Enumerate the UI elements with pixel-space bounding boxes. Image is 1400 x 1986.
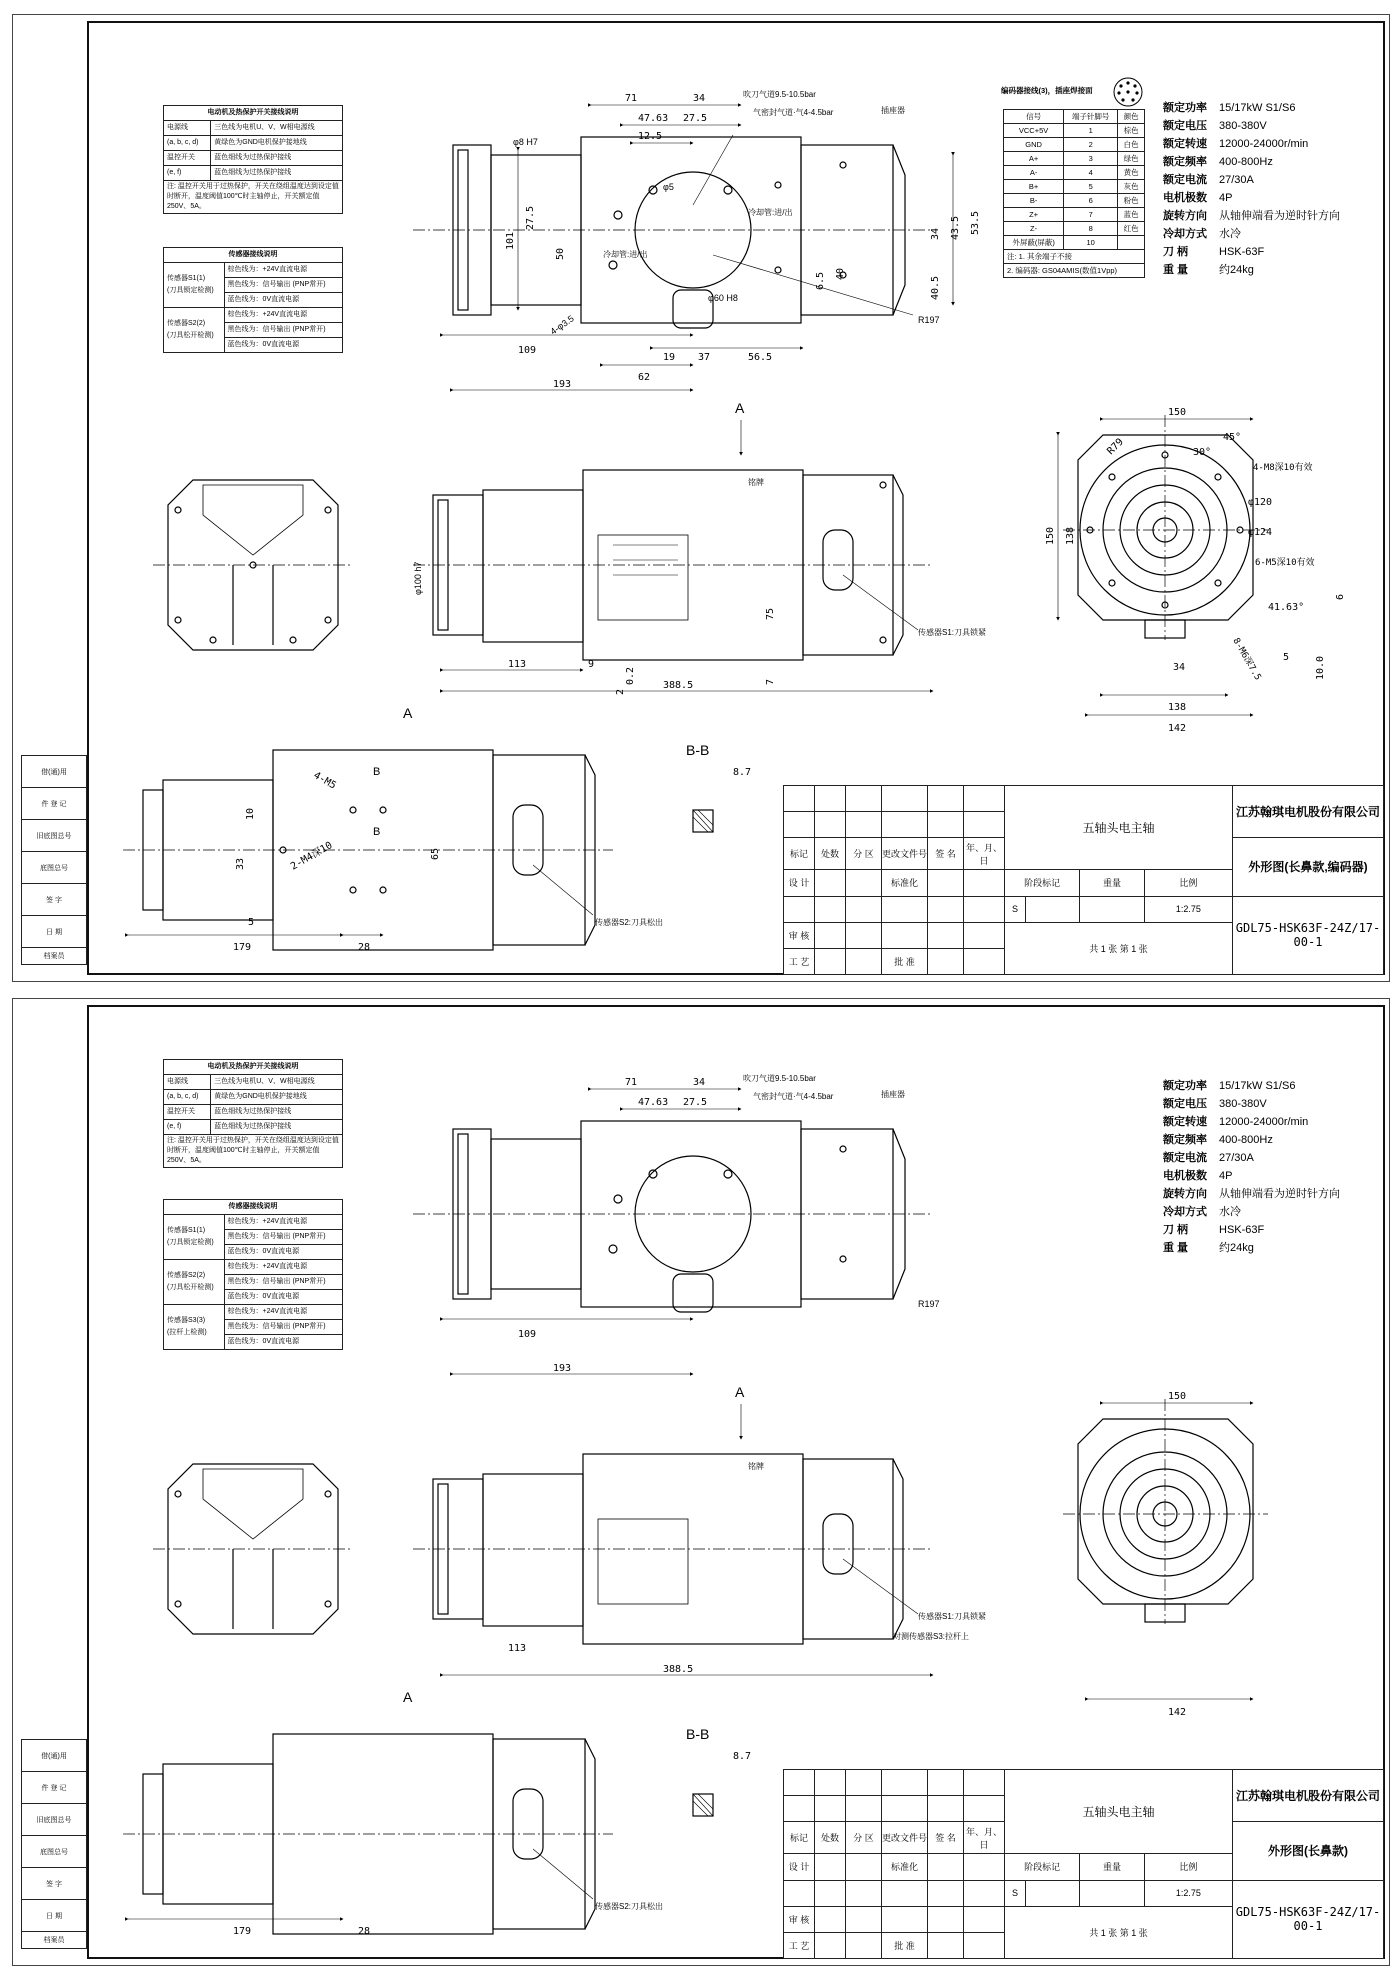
dims-end-3: R79 bbox=[1105, 436, 1126, 458]
wiring-table bbox=[163, 105, 343, 214]
dims-end-11: 138 bbox=[1065, 526, 1076, 545]
title_block-standard: 标准化 bbox=[882, 1854, 928, 1880]
title_block-heads-0: 标记 bbox=[784, 1822, 815, 1854]
sensor_table_2-groups-2-name: 传感器S3(3) bbox=[167, 1317, 206, 1324]
dims-end-17: 142 bbox=[1168, 723, 1187, 734]
archive-side-table bbox=[21, 1739, 87, 1949]
encoder-headers-1: 端子针脚号 bbox=[1064, 110, 1118, 124]
dims-end-6: φ124 bbox=[1248, 527, 1273, 538]
labels-blow_air: 吹刀气道9.5-10.5bar bbox=[743, 90, 816, 99]
encoder-rows-4-1: 5 bbox=[1064, 180, 1118, 194]
dims-front-1: 9 bbox=[588, 659, 595, 670]
dims-end-16: 138 bbox=[1168, 702, 1187, 713]
title_block-approve: 批 准 bbox=[882, 1932, 928, 1958]
sensor_table_2-groups-0-name: 传感器S1(1) bbox=[167, 1227, 206, 1234]
encoder-notes-1: 2. 编码器: GS04AMIS(数值1Vpp) bbox=[1004, 264, 1145, 278]
dims-front-6: 0.2 bbox=[625, 666, 636, 685]
specs-5-k: 电机极数 bbox=[1163, 1170, 1207, 1182]
dims-bottom-8: 8.7 bbox=[733, 767, 752, 778]
title_block-stage: 阶段标记 bbox=[1005, 1854, 1080, 1880]
dims-front-5: 2 bbox=[615, 688, 626, 695]
title_block-process: 工 艺 bbox=[784, 948, 815, 974]
title_block-scale: 1:2.75 bbox=[1144, 1880, 1232, 1906]
sensor_table_1-groups-1-lines-1: 黑色线为：信号输出 (PNP常开) bbox=[224, 323, 342, 338]
dims-top-18: 40 bbox=[835, 267, 846, 280]
sensor_table_2-groups-2-lines-1: 黑色线为：信号输出 (PNP常开) bbox=[224, 1320, 342, 1335]
title_block-process: 工 艺 bbox=[784, 1932, 815, 1958]
labels-nameplate: 铭牌 bbox=[748, 478, 764, 487]
title_block-heads-0: 标记 bbox=[784, 838, 815, 870]
dims-top-11: 37 bbox=[698, 352, 711, 363]
specs-1-v: 380-380V bbox=[1219, 120, 1267, 132]
labels-hole_4phi35: 4-φ3.5 bbox=[548, 313, 576, 337]
drawing-sheet-1 bbox=[12, 14, 1390, 982]
wiring_table-rows-3-k: (e, f) bbox=[164, 166, 211, 181]
specs-8-k: 刀 柄 bbox=[1163, 246, 1189, 258]
dims-top-8: 109 bbox=[518, 345, 537, 356]
specs-5-v: 4P bbox=[1219, 192, 1233, 204]
title_block-heads-4: 签 名 bbox=[928, 1822, 964, 1854]
dims-top-13: 62 bbox=[638, 372, 651, 383]
title_block-heads-1: 处数 bbox=[815, 1822, 846, 1854]
dims-top-6: 27.5 bbox=[525, 205, 536, 230]
specs-9-k: 重 量 bbox=[1163, 1242, 1189, 1254]
specs-9-k: 重 量 bbox=[1163, 264, 1189, 276]
title_block-company: 江苏翰琪电机股份有限公司 bbox=[1233, 1770, 1384, 1822]
dims-top-2: 47.63 bbox=[638, 113, 669, 124]
wiring_table-note: 注: 温控开关用于过热保护，开关在绕组温度达到设定值时断开，温度阈值100℃时主轴停止，开关额定值250V、5A。 bbox=[164, 181, 343, 214]
title_block-code: GDL75-HSK63F-24Z/17-00-1 bbox=[1233, 1880, 1384, 1958]
dims-front-2: 388.5 bbox=[663, 1664, 694, 1675]
title_block-standard: 标准化 bbox=[882, 870, 928, 896]
specs-6-v: 从轴伸端看为逆时针方向 bbox=[1219, 210, 1340, 222]
specs-4-v: 27/30A bbox=[1219, 1152, 1254, 1164]
title_block-weight: 重量 bbox=[1080, 870, 1144, 896]
specs-5-v: 4P bbox=[1219, 1170, 1233, 1182]
specs-1-k: 额定电压 bbox=[1163, 1098, 1207, 1110]
dims-bottom-5: 5 bbox=[248, 917, 255, 928]
encoder-rows-3-2: 黄色 bbox=[1118, 166, 1145, 180]
specs-0-k: 额定功率 bbox=[1163, 102, 1207, 114]
title_block-drawing_2: 外形图(长鼻款) bbox=[1233, 1822, 1384, 1880]
side_table-1: 件 登 记 bbox=[22, 1772, 87, 1804]
title-block bbox=[783, 1769, 1384, 1959]
dims-top-3: 27.5 bbox=[683, 113, 708, 124]
sensor_table_2-groups-2-sub: (拉杆上检测) bbox=[167, 1329, 207, 1336]
encoder-rows-6-2: 蓝色 bbox=[1118, 208, 1145, 222]
specs-1-v: 380-380V bbox=[1219, 1098, 1267, 1110]
specs-2-v: 12000-24000r/min bbox=[1219, 138, 1309, 150]
wiring_table-rows-3-k: (e, f) bbox=[164, 1120, 211, 1135]
drawing-sheet-2 bbox=[12, 998, 1390, 1966]
encoder-rows-7-1: 8 bbox=[1064, 222, 1118, 236]
title_block-heads-5: 年、月、日 bbox=[964, 838, 1005, 870]
labels-sensor_s2: 传感器S2:刀具松出 bbox=[595, 1902, 664, 1911]
encoder-rows-8-2 bbox=[1118, 236, 1145, 250]
specs-4-k: 额定电流 bbox=[1163, 1152, 1207, 1164]
specs-8-v: HSK-63F bbox=[1219, 1224, 1265, 1236]
dims-end-7: 6-M5深10有效 bbox=[1255, 558, 1315, 568]
title_block-scale_h: 比例 bbox=[1144, 870, 1232, 896]
dims-top-9: 193 bbox=[553, 379, 572, 390]
dims-top-9: 193 bbox=[553, 1363, 572, 1374]
specs-9-v: 约24kg bbox=[1219, 264, 1254, 276]
dims-top-17: 6.5 bbox=[815, 271, 826, 290]
title_block-sheets: 共 1 张 第 1 张 bbox=[1005, 922, 1233, 974]
encoder-headers-2: 颜色 bbox=[1118, 110, 1145, 124]
encoder-rows-8-1: 10 bbox=[1064, 236, 1118, 250]
encoder-rows-6-1: 7 bbox=[1064, 208, 1118, 222]
title_block-sheets: 共 1 张 第 1 张 bbox=[1005, 1906, 1233, 1958]
wiring_table-rows-2-k: 温控开关 bbox=[164, 1105, 211, 1120]
encoder-rows-1-0: GND bbox=[1004, 138, 1064, 152]
side_table-0: 借(通)用 bbox=[22, 1740, 87, 1772]
sensor_table_1-groups-1-name: 传感器S2(2) bbox=[167, 320, 206, 327]
labels-view_a_top: A bbox=[735, 400, 745, 416]
encoder-rows-2-0: A+ bbox=[1004, 152, 1064, 166]
labels-section_bb: B-B bbox=[686, 1726, 710, 1742]
dims-top-12: 56.5 bbox=[748, 352, 773, 363]
encoder-title: 编码器接线(3)，插座焊接面 bbox=[1001, 86, 1093, 95]
specs-4-k: 额定电流 bbox=[1163, 174, 1207, 186]
dims-end-4: 4-M8深10有效 bbox=[1253, 463, 1313, 473]
side_table-6: 档案员 bbox=[22, 948, 87, 965]
title_block-heads-3: 更改文件号 bbox=[882, 838, 928, 870]
title_block-heads-5: 年、月、日 bbox=[964, 1822, 1005, 1854]
dims-top-15: 43.5 bbox=[950, 215, 961, 240]
wiring_table-rows-0-v: 三色线为电机U、V、W相电源线 bbox=[211, 1075, 343, 1090]
sensor_table_2-groups-1-lines-2: 蓝色线为：0V直流电源 bbox=[224, 1290, 342, 1305]
spec-list bbox=[1163, 1077, 1340, 1257]
labels-seal_air: 气密封气道·气4-4.5bar bbox=[753, 108, 834, 117]
title_block-heads-1: 处数 bbox=[815, 838, 846, 870]
sensor_table_1-groups-1-lines-2: 蓝色线为：0V直流电源 bbox=[224, 338, 342, 353]
dims-bottom-4: 65 bbox=[430, 847, 441, 860]
title_block-scale_h: 比例 bbox=[1144, 1854, 1232, 1880]
specs-6-v: 从轴伸端看为逆时针方向 bbox=[1219, 1188, 1340, 1200]
title_block-review: 审 核 bbox=[784, 922, 815, 948]
title_block-heads-2: 分 区 bbox=[846, 838, 882, 870]
encoder-table bbox=[1003, 109, 1145, 278]
dims-end-12: 34 bbox=[1173, 662, 1186, 673]
labels-r197: R197 bbox=[918, 315, 940, 325]
wiring_table-rows-0-k: 电源线 bbox=[164, 121, 211, 136]
specs-3-v: 400-800Hz bbox=[1219, 1134, 1273, 1146]
dims-bottom-1: 10 bbox=[245, 807, 256, 820]
labels-view_a_top: A bbox=[735, 1384, 745, 1400]
encoder-rows-8-0: 外屏蔽(屏蔽) bbox=[1004, 236, 1064, 250]
sensor_table_2-groups-1-lines-1: 黑色线为：信号输出 (PNP常开) bbox=[224, 1275, 342, 1290]
sensor_table_2-groups-0-lines-1: 黑色线为：信号输出 (PNP常开) bbox=[224, 1230, 342, 1245]
encoder-rows-0-2: 棕色 bbox=[1118, 124, 1145, 138]
labels-phi100: φ100 h7 bbox=[413, 561, 423, 595]
labels-r197: R197 bbox=[918, 1299, 940, 1309]
title_block-weight: 重量 bbox=[1080, 1854, 1144, 1880]
dims-top-1: 34 bbox=[693, 93, 706, 104]
dims-end-8: 41.63° bbox=[1268, 602, 1305, 613]
side_table-4: 签 字 bbox=[22, 1868, 87, 1900]
archive-side-table bbox=[21, 755, 87, 965]
dims-top-4: 12.5 bbox=[638, 131, 663, 142]
title_block-review: 审 核 bbox=[784, 1906, 815, 1932]
sensor_table_1-groups-1-sub: (刀具松开检测) bbox=[167, 332, 214, 339]
wiring_table-rows-3-v: 蓝色细线为过热保护接线 bbox=[211, 166, 343, 181]
dims-top-3: 27.5 bbox=[683, 1097, 708, 1108]
dims-front-3: 75 bbox=[765, 607, 776, 620]
dims-front-0: 113 bbox=[508, 659, 527, 670]
dims-top-5: 101 bbox=[505, 231, 516, 250]
sensor_table_2-groups-2-lines-0: 棕色线为：+24V直流电源 bbox=[224, 1305, 342, 1320]
title_block-product: 五轴头电主轴 bbox=[1005, 1770, 1233, 1854]
dims-top-8: 109 bbox=[518, 1329, 537, 1340]
dims-top-0: 71 bbox=[625, 1077, 638, 1088]
side_table-6: 档案员 bbox=[22, 1932, 87, 1949]
dims-top-14: 34 bbox=[930, 227, 941, 240]
sensor-table bbox=[163, 1199, 343, 1350]
labels-phi5: φ5 bbox=[663, 182, 674, 192]
wiring_table-rows-1-v: 黄绿色为GND电机保护接地线 bbox=[211, 1090, 343, 1105]
side_table-3: 底图总号 bbox=[22, 1836, 87, 1868]
sensor_table_1-title: 传感器接线说明 bbox=[164, 248, 343, 263]
wiring_table-rows-0-v: 三色线为电机U、V、W相电源线 bbox=[211, 121, 343, 136]
spec-list bbox=[1163, 99, 1340, 279]
encoder-headers-0: 信号 bbox=[1004, 110, 1064, 124]
specs-0-v: 15/17kW S1/S6 bbox=[1219, 1080, 1296, 1092]
title_block-drawing_1: 外形图(长鼻款,编码器) bbox=[1233, 838, 1384, 896]
sensor_table_1-groups-0-lines-2: 蓝色线为：0V直流电源 bbox=[224, 293, 342, 308]
title_block-product: 五轴头电主轴 bbox=[1005, 786, 1233, 870]
specs-1-k: 额定电压 bbox=[1163, 120, 1207, 132]
sensor_table_1-groups-0-sub: (刀具锁定检测) bbox=[167, 287, 214, 294]
dims-bottom-3: 2-M4深10 bbox=[289, 840, 335, 873]
labels-phi8: φ8 H7 bbox=[513, 137, 538, 147]
specs-6-k: 旋转方向 bbox=[1163, 210, 1207, 222]
specs-7-v: 水冷 bbox=[1219, 228, 1241, 240]
dims-top-10: 19 bbox=[663, 352, 676, 363]
encoder-rows-0-0: VCC+5V bbox=[1004, 124, 1064, 138]
title_block-stage_val: S bbox=[1005, 1880, 1026, 1906]
encoder-rows-1-1: 2 bbox=[1064, 138, 1118, 152]
encoder-rows-2-1: 3 bbox=[1064, 152, 1118, 166]
title_block-heads-4: 签 名 bbox=[928, 838, 964, 870]
encoder-rows-4-0: B+ bbox=[1004, 180, 1064, 194]
dims-bottom-6: 179 bbox=[233, 942, 252, 953]
dims-end-17: 142 bbox=[1168, 1707, 1187, 1718]
sensor-table bbox=[163, 247, 343, 353]
title_block-design: 设 计 bbox=[784, 1854, 815, 1880]
specs-3-v: 400-800Hz bbox=[1219, 156, 1273, 168]
dims-end-15: 8-M6深7.5 bbox=[1230, 636, 1263, 683]
specs-4-v: 27/30A bbox=[1219, 174, 1254, 186]
dims-bottom-2: 33 bbox=[235, 857, 246, 870]
wiring_table-rows-2-v: 蓝色细线为过热保护接线 bbox=[211, 1105, 343, 1120]
dims-bottom-7: 28 bbox=[358, 1926, 371, 1937]
sensor_table_2-groups-1-name: 传感器S2(2) bbox=[167, 1272, 206, 1279]
title_block-design: 设 计 bbox=[784, 870, 815, 896]
sensor_table_2-groups-0-lines-2: 蓝色线为：0V直流电源 bbox=[224, 1245, 342, 1260]
specs-3-k: 额定频率 bbox=[1163, 1134, 1207, 1146]
sensor_table_1-groups-0-name: 传感器S1(1) bbox=[167, 275, 206, 282]
dims-top-19: 40.5 bbox=[930, 275, 941, 300]
dims-end-13: 5 bbox=[1283, 652, 1290, 663]
labels-b_mark: B bbox=[373, 826, 381, 838]
dims-bottom-8: 8.7 bbox=[733, 1751, 752, 1762]
encoder-rows-3-1: 4 bbox=[1064, 166, 1118, 180]
dims-top-16: 53.5 bbox=[970, 210, 981, 235]
labels-connector: 插座器 bbox=[881, 106, 905, 115]
dims-bottom-0: 4-M5 bbox=[311, 770, 338, 792]
dims-end-1: 45° bbox=[1223, 432, 1242, 443]
labels-seal_air: 气密封气道·气4-4.5bar bbox=[753, 1092, 834, 1101]
sensor_table_1-groups-0-lines-1: 黑色线为：信号输出 (PNP常开) bbox=[224, 278, 342, 293]
wiring_table-rows-1-v: 黄绿色为GND电机保护接地线 bbox=[211, 136, 343, 151]
dims-bottom-6: 179 bbox=[233, 1926, 252, 1937]
labels-view_a_left: A bbox=[403, 705, 413, 721]
labels-blow_air: 吹刀气道9.5-10.5bar bbox=[743, 1074, 816, 1083]
title_block-company: 江苏翰琪电机股份有限公司 bbox=[1233, 786, 1384, 838]
encoder-rows-4-2: 灰色 bbox=[1118, 180, 1145, 194]
title_block-scale: 1:2.75 bbox=[1144, 896, 1232, 922]
wiring_table-rows-1-k: (a, b, c, d) bbox=[164, 1090, 211, 1105]
title_block-heads-3: 更改文件号 bbox=[882, 1822, 928, 1854]
dims-top-1: 34 bbox=[693, 1077, 706, 1088]
dims-top-7: 50 bbox=[555, 247, 566, 260]
sensor_table_1-groups-0-lines-0: 棕色线为：+24V直流电源 bbox=[224, 263, 342, 278]
specs-2-k: 额定转速 bbox=[1163, 1116, 1207, 1128]
wiring_table-rows-3-v: 蓝色细线为过热保护接线 bbox=[211, 1120, 343, 1135]
labels-view_a_left: A bbox=[403, 1689, 413, 1705]
dims-end-0: 150 bbox=[1168, 407, 1187, 418]
encoder-notes-0: 注: 1. 其余端子不接 bbox=[1004, 250, 1145, 264]
title_block-stage: 阶段标记 bbox=[1005, 870, 1080, 896]
encoder-rows-5-1: 6 bbox=[1064, 194, 1118, 208]
labels-nameplate: 铭牌 bbox=[748, 1462, 764, 1471]
labels-sensor_s3: 对测传感器S3:拉杆上 bbox=[893, 1632, 970, 1641]
labels-sensor_s1: 传感器S1:刀具锁紧 bbox=[918, 1612, 987, 1621]
labels-phi60: φ60 H8 bbox=[708, 293, 738, 303]
specs-6-k: 旋转方向 bbox=[1163, 1188, 1207, 1200]
wiring_table-note: 注: 温控开关用于过热保护，开关在绕组温度达到设定值时断开，温度阈值100℃时主轴停止，开关额定值250V、5A。 bbox=[164, 1135, 343, 1168]
specs-5-k: 电机极数 bbox=[1163, 192, 1207, 204]
dims-front-0: 113 bbox=[508, 1643, 527, 1654]
wiring_table-rows-2-k: 温控开关 bbox=[164, 151, 211, 166]
title_block-heads-2: 分 区 bbox=[846, 1822, 882, 1854]
sensor_table_2-groups-0-sub: (刀具锁定检测) bbox=[167, 1239, 214, 1246]
specs-8-k: 刀 柄 bbox=[1163, 1224, 1189, 1236]
title_block-code: GDL75-HSK63F-24Z/17-00-1 bbox=[1233, 896, 1384, 974]
sensor_table_2-groups-2-lines-2: 蓝色线为：0V直流电源 bbox=[224, 1335, 342, 1350]
specs-2-k: 额定转速 bbox=[1163, 138, 1207, 150]
side_table-4: 签 字 bbox=[22, 884, 87, 916]
dims-end-2: 30° bbox=[1193, 447, 1212, 458]
side_table-5: 日 期 bbox=[22, 1900, 87, 1932]
encoder-rows-6-0: Z+ bbox=[1004, 208, 1064, 222]
labels-sensor_s2: 传感器S2:刀具松出 bbox=[595, 918, 664, 927]
labels-b_mark: B bbox=[373, 766, 381, 778]
side_table-5: 日 期 bbox=[22, 916, 87, 948]
specs-8-v: HSK-63F bbox=[1219, 246, 1265, 258]
sensor_table_2-groups-0-lines-0: 棕色线为：+24V直流电源 bbox=[224, 1215, 342, 1230]
sensor_table_2-title: 传感器接线说明 bbox=[164, 1200, 343, 1215]
encoder-rows-3-0: A- bbox=[1004, 166, 1064, 180]
dims-end-5: φ120 bbox=[1248, 497, 1273, 508]
dims-front-4: 7 bbox=[765, 678, 776, 685]
sensor_table_1-groups-1-lines-0: 棕色线为：+24V直流电源 bbox=[224, 308, 342, 323]
specs-9-v: 约24kg bbox=[1219, 1242, 1254, 1254]
wiring-table bbox=[163, 1059, 343, 1168]
title_block-approve: 批 准 bbox=[882, 948, 928, 974]
specs-7-k: 冷却方式 bbox=[1163, 228, 1207, 240]
encoder-rows-0-1: 1 bbox=[1064, 124, 1118, 138]
encoder-rows-5-2: 粉色 bbox=[1118, 194, 1145, 208]
specs-0-v: 15/17kW S1/S6 bbox=[1219, 102, 1296, 114]
side_table-2: 旧底图总号 bbox=[22, 1804, 87, 1836]
dims-end-9: 6 bbox=[1335, 593, 1346, 600]
dims-top-0: 71 bbox=[625, 93, 638, 104]
specs-3-k: 额定频率 bbox=[1163, 156, 1207, 168]
wiring_table-rows-0-k: 电源线 bbox=[164, 1075, 211, 1090]
wiring_table-title: 电动机及热保护开关接线说明 bbox=[164, 106, 343, 121]
side_table-0: 借(通)用 bbox=[22, 756, 87, 788]
wiring_table-rows-2-v: 蓝色细线为过热保护接线 bbox=[211, 151, 343, 166]
side_table-3: 底图总号 bbox=[22, 852, 87, 884]
side_table-1: 件 登 记 bbox=[22, 788, 87, 820]
encoder-rows-7-2: 红色 bbox=[1118, 222, 1145, 236]
labels-connector: 插座器 bbox=[881, 1090, 905, 1099]
dims-bottom-7: 28 bbox=[358, 942, 371, 953]
sensor_table_2-groups-1-sub: (刀具松开检测) bbox=[167, 1284, 214, 1291]
side_table-2: 旧底图总号 bbox=[22, 820, 87, 852]
encoder-rows-2-2: 绿色 bbox=[1118, 152, 1145, 166]
wiring_table-title: 电动机及热保护开关接线说明 bbox=[164, 1060, 343, 1075]
dims-end-10: 150 bbox=[1045, 526, 1056, 545]
specs-7-v: 水冷 bbox=[1219, 1206, 1241, 1218]
title-block bbox=[783, 785, 1384, 975]
labels-sensor_s1: 传感器S1:刀具锁紧 bbox=[918, 628, 987, 637]
labels-section_bb: B-B bbox=[686, 742, 710, 758]
labels-cooling_in: 冷却管:进/出 bbox=[748, 208, 793, 217]
dims-front-2: 388.5 bbox=[663, 680, 694, 691]
dims-top-2: 47.63 bbox=[638, 1097, 669, 1108]
specs-2-v: 12000-24000r/min bbox=[1219, 1116, 1309, 1128]
wiring_table-rows-1-k: (a, b, c, d) bbox=[164, 136, 211, 151]
specs-0-k: 额定功率 bbox=[1163, 1080, 1207, 1092]
encoder-rows-1-2: 白色 bbox=[1118, 138, 1145, 152]
labels-cooling_out: 冷却管:进/出 bbox=[603, 250, 648, 259]
sensor_table_2-groups-1-lines-0: 棕色线为：+24V直流电源 bbox=[224, 1260, 342, 1275]
specs-7-k: 冷却方式 bbox=[1163, 1206, 1207, 1218]
dims-end-0: 150 bbox=[1168, 1391, 1187, 1402]
encoder-rows-7-0: Z- bbox=[1004, 222, 1064, 236]
title_block-stage_val: S bbox=[1005, 896, 1026, 922]
encoder-rows-5-0: B- bbox=[1004, 194, 1064, 208]
dims-end-14: 10.0 bbox=[1315, 655, 1326, 680]
